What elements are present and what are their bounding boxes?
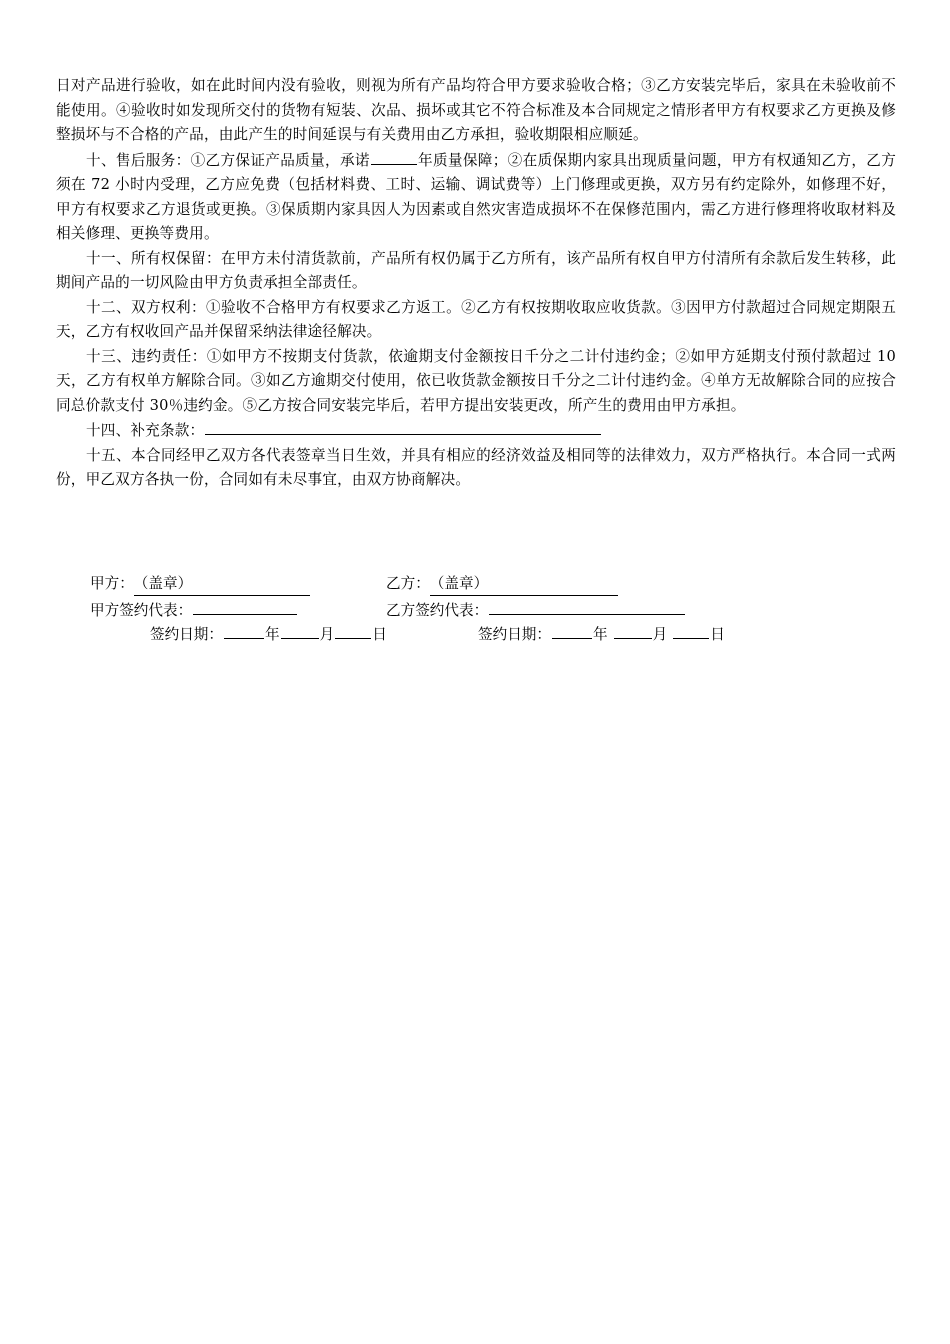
party-a-rep-blank[interactable]: [193, 598, 297, 615]
party-b-year-blank[interactable]: [552, 622, 592, 639]
supplementary-terms-blank[interactable]: [205, 418, 601, 435]
clause-ten-after-sales: [56, 148, 896, 247]
party-a-date-label: 签约日期：: [150, 626, 223, 643]
clause-fifteen-effect: 十五、本合同经甲乙双方各代表签章当日生效，并具有相应的经济效益及相同等的法律效力，双方严格执行。本合同一式两份，甲乙双方各执一份，合同如有未尽事宜，由双方协商解决。: [56, 446, 896, 488]
party-a-month-label: 月: [319, 626, 335, 643]
party-a-representative: [90, 598, 298, 622]
party-a-seal-line[interactable]: [134, 573, 310, 596]
party-b-rep-label: 乙方签约代表：: [386, 602, 489, 619]
clause-fourteen-label: 十四、补充条款：: [86, 422, 205, 439]
party-b-date: [478, 622, 725, 646]
party-b-month-label: 月: [652, 626, 668, 643]
party-a-date: [150, 622, 387, 646]
party-b-label: 乙方：: [386, 575, 430, 592]
party-b-rep-blank[interactable]: [489, 598, 685, 615]
clause-fourteen-supplementary: [56, 418, 896, 444]
party-a-month-blank[interactable]: [281, 622, 319, 639]
party-a-year-blank[interactable]: [224, 622, 264, 639]
clause-ten-part-a: 十、售后服务：①乙方保证产品质量，承诺: [86, 151, 370, 169]
party-b-date-label: 签约日期：: [478, 626, 551, 643]
party-a-year-label: 年: [264, 626, 280, 643]
party-b-representative: [386, 598, 686, 622]
clause-twelve-rights: 十二、双方权利：①验收不合格甲方有权要求乙方返工。②乙方有权按期收取应收货款。③因甲方付款超过合同规定期限五天，乙方有权收回产品并保留采纳法律途径解决。: [56, 298, 896, 340]
party-a-day-blank[interactable]: [335, 622, 371, 639]
party-b-day-label: 日: [710, 626, 725, 643]
party-a-day-label: 日: [372, 626, 387, 643]
party-a-signature: [90, 573, 310, 596]
warranty-years-blank[interactable]: [371, 148, 417, 165]
party-a-rep-label: 甲方签约代表：: [90, 602, 193, 619]
party-b-signature: [386, 573, 618, 596]
party-b-year-label: 年: [592, 626, 608, 643]
party-b-day-blank[interactable]: [673, 622, 709, 639]
clause-thirteen-liability: 十三、违约责任：①如甲方不按期支付货款，依逾期支付金额按日千分之二计付违约金；②如甲方延期支付预付款超过 10 天，乙方有权单方解除合同。③如乙方逾期交付使用，依已收货款金额按日千分之二计付违约金。④单方无故解除合同的应按合同总价款支付 30％违约金。⑤乙方按合同安装完毕后，若甲方提出安装更改，所产生的费用由甲方承担。: [56, 347, 896, 414]
clause-ten-part-b: 年质量保障；②在质保期内家具出现质量问题，甲方有权通知乙方，乙方须在 72 小时内受理，乙方应免费（包括材料费、工时、运输、调试费等）上门修理或更换，双方另有约定除外，如修理不好，甲方有权要求乙方退货或更换。③保质期内家具因人为因素或自然灾害造成损坏不在保修范围内，需乙方进行修理将收取材料及相关修理、更换等费用。: [56, 151, 896, 242]
party-b-month-blank[interactable]: [614, 622, 652, 639]
clause-eleven-ownership: 十一、所有权保留：在甲方未付清货款前，产品所有权仍属于乙方所有，该产品所有权自甲方付清所有余款后发生转移，此期间产品的一切风险由甲方负责承担全部责任。: [56, 249, 896, 291]
party-a-seal: （盖章）: [133, 575, 193, 592]
party-a-label: 甲方：: [90, 575, 134, 592]
party-b-seal: （盖章）: [429, 575, 489, 592]
party-b-seal-line[interactable]: [430, 573, 618, 596]
clause-nine-continued: 日对产品进行验收，如在此时间内没有验收，则视为所有产品均符合甲方要求验收合格；③乙方安装完毕后，家具在未验收前不能使用。④验收时如发现所交付的货物有短装、次品、损坏或其它不符合标准及本合同规定之情形者甲方有权要求乙方更换及修整损坏与不合格的产品，由此产生的时间延误与有关费用由乙方承担，验收期限相应顺延。: [56, 77, 896, 143]
contract-body: [56, 74, 896, 493]
